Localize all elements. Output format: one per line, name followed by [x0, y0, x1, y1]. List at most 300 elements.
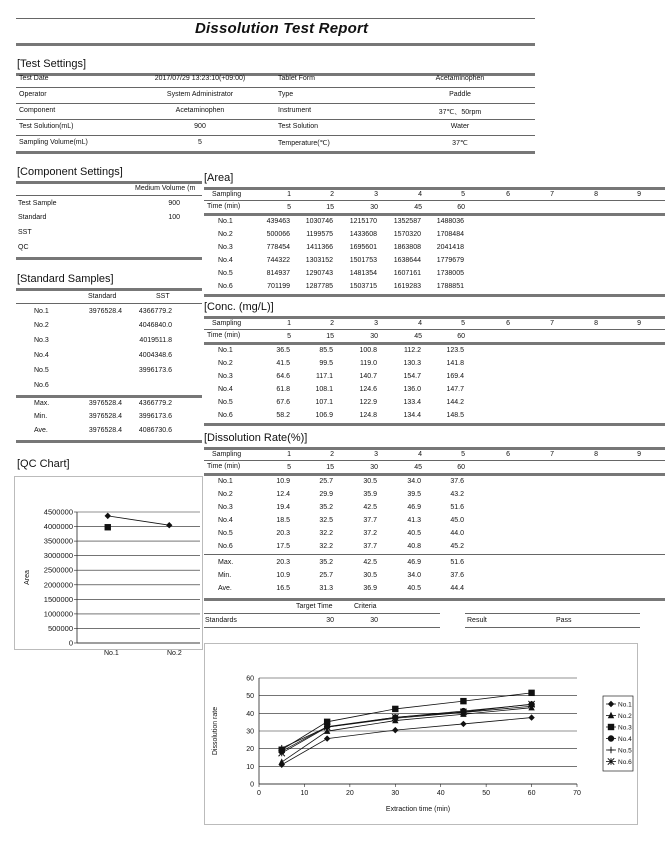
standard-stat-std: 3976528.4 — [88, 427, 122, 434]
area-cell: 778454 — [266, 244, 290, 251]
dissolution-x-tick-label: 70 — [573, 790, 581, 797]
title-bottom-rule — [16, 43, 535, 46]
test-setting-label: Type — [278, 91, 294, 98]
sst-col-header: SST — [156, 293, 170, 300]
area-cell: 1570320 — [393, 231, 421, 238]
test-setting-value: Acetaminophen — [175, 107, 225, 114]
conc-cell: 130.3 — [403, 360, 421, 367]
table-rule — [204, 554, 665, 555]
conc-cell: 99.5 — [319, 360, 333, 367]
conc-cell: 140.7 — [359, 373, 377, 380]
rate-cell: 37.6 — [450, 478, 464, 485]
component-row-name: SST — [18, 229, 32, 236]
conc-row-name: No.5 — [218, 399, 233, 406]
conc-cell: 61.8 — [276, 386, 290, 393]
result-rule-bottom — [465, 627, 640, 628]
rate-stat-cell: 44.4 — [450, 585, 464, 592]
component-row-value: 900 — [168, 200, 180, 207]
result-rule-top — [465, 613, 640, 614]
standard-rule-top — [16, 288, 202, 291]
conc-cell: 106.9 — [315, 412, 333, 419]
conc-cell: 141.8 — [446, 360, 464, 367]
dissolution-x-axis-label: Extraction time (min) — [385, 806, 451, 813]
area-cell: 1352587 — [393, 218, 421, 225]
conc-sampling-5: 5 — [461, 320, 465, 327]
conc-cell: 108.1 — [315, 386, 333, 393]
qc-y-axis-label: Area — [24, 570, 31, 585]
rate-cell: 42.5 — [363, 504, 377, 511]
conc-sampling-4: 4 — [418, 320, 422, 327]
rate-stat-cell: 46.9 — [407, 559, 421, 566]
rate-cell: 43.2 — [450, 491, 464, 498]
area-cell: 2041418 — [436, 244, 464, 251]
criteria-rule-top — [204, 613, 440, 614]
rate-stat-cell: 25.7 — [319, 572, 333, 579]
area-row-name: No.1 — [218, 218, 233, 225]
area-sampling-label: Sampling — [212, 191, 242, 198]
rate-cell: 40.8 — [407, 543, 421, 550]
rate-cell: 40.5 — [407, 530, 421, 537]
conc-cell: 169.4 — [446, 373, 464, 380]
dissolution-y-tick-label: 0 — [250, 781, 254, 789]
rate-sampling-4: 4 — [418, 451, 422, 458]
area-cell: 1619283 — [393, 283, 421, 290]
area-cell: 1199575 — [306, 231, 333, 238]
area-cell: 1290743 — [305, 270, 333, 277]
result-value: Pass — [556, 617, 572, 624]
rate-cell: 35.9 — [363, 491, 377, 498]
area-cell: 1030746 — [305, 218, 333, 225]
qc-y-tick-label: 0 — [68, 638, 73, 648]
qc-y-tick-label: 1500000 — [43, 594, 73, 604]
qc-point — [166, 522, 172, 528]
conc-row-name: No.1 — [218, 347, 233, 354]
standard-row-sst: 3996173.6 — [138, 367, 172, 374]
dissolution-point — [324, 735, 330, 741]
rate-cell: 44.0 — [450, 530, 464, 537]
conc-cell: 133.4 — [403, 399, 421, 406]
area-sampling-9: 9 — [637, 191, 641, 198]
standard-stat-name: Ave. — [34, 427, 48, 434]
area-cell: 1215170 — [349, 218, 377, 225]
conc-cell: 100.8 — [359, 347, 377, 354]
rate-cell: 51.6 — [450, 504, 464, 511]
rate-cell: 29.9 — [319, 491, 333, 498]
test-setting-value: Acetaminophen — [435, 75, 485, 82]
dissolution-y-tick-label: 10 — [246, 763, 254, 771]
test-setting-value: Paddle — [449, 91, 471, 98]
area-cell: 1411366 — [306, 244, 333, 251]
component-row-name: Test Sample — [18, 200, 57, 207]
conc-time-1: 5 — [287, 333, 291, 340]
standard-rule-mid — [16, 303, 202, 304]
rate-stat-name: Max. — [218, 559, 234, 566]
area-cell: 1708484 — [436, 231, 464, 238]
conc-cell: 136.0 — [403, 386, 421, 393]
legend-label: No.3 — [618, 724, 632, 732]
rate-cell: 34.0 — [407, 478, 421, 485]
table-rule — [204, 200, 665, 201]
qc-x-tick-1: No.1 — [104, 650, 119, 657]
area-cell: 1638644 — [393, 257, 421, 264]
area-cell: 1303152 — [305, 257, 333, 264]
component-rule-mid — [16, 195, 202, 196]
rate-stat-cell: 35.2 — [319, 559, 333, 566]
dissolution-y-axis-label: Dissolution rate — [212, 706, 219, 756]
criteria-value: 30 — [370, 617, 378, 624]
conc-time-label: Time (min) — [207, 332, 241, 339]
test-settings-heading: [Test Settings] — [17, 58, 87, 70]
rate-sampling-label: Sampling — [212, 451, 242, 458]
conc-time-3: 30 — [370, 333, 378, 340]
conc-cell: 134.4 — [403, 412, 421, 419]
test-setting-label: Sampling Volume(mL) — [19, 139, 88, 146]
table-rule — [16, 395, 202, 398]
table-rule — [204, 213, 665, 216]
area-sampling-8: 8 — [594, 191, 598, 198]
legend-label: No.1 — [618, 701, 632, 709]
area-cell: 1501753 — [349, 257, 377, 264]
rate-cell: 39.5 — [407, 491, 421, 498]
dissolution-y-tick-label: 60 — [246, 675, 254, 683]
test-setting-label: Test Solution — [278, 123, 319, 130]
component-row-value: 100 — [168, 214, 180, 221]
rate-cell: 45.2 — [450, 543, 464, 550]
standard-stat-sst: 4366779.2 — [138, 400, 172, 407]
conc-cell: 36.5 — [276, 347, 290, 354]
qc-y-tick-label: 4000000 — [43, 522, 73, 532]
dissolution-chart — [205, 644, 637, 824]
standard-samples-heading: [Standard Samples] — [17, 273, 114, 285]
rate-stat-cell: 30.5 — [363, 572, 377, 579]
rate-cell: 20.3 — [276, 530, 290, 537]
qc-y-tick-label: 500000 — [47, 623, 73, 633]
conc-cell: 112.2 — [404, 347, 421, 354]
rate-sampling-3: 3 — [374, 451, 378, 458]
test-setting-label: Test Date — [19, 75, 49, 82]
rate-stat-name: Min. — [218, 572, 232, 579]
conc-sampling-7: 7 — [550, 320, 554, 327]
area-cell: 744322 — [266, 257, 290, 264]
qc-y-tick-label: 1000000 — [43, 609, 73, 619]
test-setting-value: 5 — [198, 139, 202, 146]
dissolution-x-tick-label: 50 — [482, 790, 491, 797]
table-rule — [16, 103, 535, 104]
test-setting-label: Component — [19, 107, 56, 114]
title-top-rule — [16, 18, 535, 19]
rate-row-name: No.4 — [218, 517, 233, 524]
rate-cell: 46.9 — [407, 504, 421, 511]
rate-sampling-5: 5 — [461, 451, 465, 458]
table-rule — [204, 447, 665, 450]
rate-row-name: No.2 — [218, 491, 233, 498]
rate-stat-cell: 40.5 — [407, 585, 421, 592]
area-cell: 814937 — [266, 270, 290, 277]
legend-label: No.5 — [618, 747, 632, 755]
qc-y-tick-label: 2500000 — [43, 565, 73, 575]
area-cell: 439463 — [266, 218, 290, 225]
conc-sampling-1: 1 — [287, 320, 291, 327]
dissolution-series-line — [282, 718, 532, 765]
rate-sampling-6: 6 — [506, 451, 510, 458]
standard-row-name: No.4 — [34, 352, 49, 359]
rate-sampling-8: 8 — [594, 451, 598, 458]
rate-cell: 37.7 — [363, 517, 377, 524]
area-cell: 500066 — [266, 231, 290, 238]
criteria-label: Criteria — [354, 603, 377, 610]
area-cell: 1481354 — [349, 270, 377, 277]
target-time-label: Target Time — [296, 603, 333, 610]
rate-row-name: No.5 — [218, 530, 233, 537]
dissolution-point — [279, 758, 285, 764]
rate-cell: 32.2 — [319, 543, 333, 550]
area-cell: 1503715 — [349, 283, 377, 290]
standard-row-std: 3976528.4 — [88, 308, 122, 315]
area-cell: 1738005 — [436, 270, 464, 277]
standard-col-header: Standard — [88, 293, 117, 300]
area-time-2: 15 — [326, 204, 334, 211]
table-rule — [16, 151, 535, 154]
test-setting-label: Tablet Form — [278, 75, 315, 82]
rate-row-name: No.3 — [218, 504, 233, 511]
area-heading: [Area] — [204, 172, 234, 184]
standard-row-name: No.2 — [34, 322, 49, 329]
table-rule — [16, 135, 535, 136]
conc-sampling-8: 8 — [594, 320, 598, 327]
rate-stat-cell: 42.5 — [363, 559, 377, 566]
standard-row-sst: 4004348.6 — [138, 352, 172, 359]
table-rule — [204, 187, 665, 190]
test-setting-label: Instrument — [278, 107, 312, 114]
rate-cell: 32.2 — [319, 530, 333, 537]
conc-cell: 147.7 — [446, 386, 464, 393]
rate-cell: 10.9 — [276, 478, 290, 485]
standard-row-sst: 4366779.2 — [138, 308, 172, 315]
test-setting-value: Water — [450, 123, 470, 130]
dissolution-y-tick-label: 20 — [246, 746, 254, 754]
rate-time-4: 45 — [414, 464, 422, 471]
area-time-4: 45 — [414, 204, 422, 211]
qc-point — [105, 524, 111, 530]
area-row-name: No.6 — [218, 283, 233, 290]
dissolution-series-line — [282, 706, 532, 748]
qc-y-tick-label: 3500000 — [43, 536, 73, 546]
table-rule — [204, 316, 665, 319]
standard-stat-std: 3976528.4 — [88, 413, 122, 420]
conc-cell: 64.6 — [276, 373, 290, 380]
table-rule — [204, 423, 665, 426]
rate-sampling-9: 9 — [637, 451, 641, 458]
standard-stat-std: 3976528.4 — [88, 400, 122, 407]
rate-sampling-1: 1 — [287, 451, 291, 458]
area-cell: 1788851 — [436, 283, 464, 290]
rate-row-name: No.6 — [218, 543, 233, 550]
dissolution-point — [528, 714, 534, 720]
legend-label: No.2 — [618, 713, 632, 720]
dissolution-y-tick-label: 50 — [246, 693, 254, 701]
rate-time-5: 60 — [457, 464, 465, 471]
conc-cell: 117.1 — [316, 373, 333, 380]
rate-sampling-7: 7 — [550, 451, 554, 458]
dissolution-x-tick-label: 60 — [527, 790, 536, 797]
standard-row-name: No.3 — [34, 337, 49, 344]
test-setting-label: Test Solution(mL) — [19, 123, 74, 130]
conc-cell: 58.2 — [276, 412, 290, 419]
rate-cell: 35.2 — [319, 504, 333, 511]
legend-label: No.4 — [618, 736, 632, 743]
rate-stat-cell: 20.3 — [276, 559, 290, 566]
conc-cell: 85.5 — [319, 347, 333, 354]
component-col-header: Medium Volume (m — [135, 185, 196, 192]
test-setting-value: 37℃ — [452, 140, 468, 147]
standard-row-sst: 4046840.0 — [138, 322, 172, 329]
test-setting-value: 2017/07/29 13:23:10(+09:00) — [154, 75, 246, 82]
table-rule — [204, 342, 665, 345]
area-time-1: 5 — [287, 204, 291, 211]
conc-row-name: No.3 — [218, 373, 233, 380]
rate-cell: 37.7 — [363, 543, 377, 550]
qc-series-line — [108, 516, 170, 525]
dissolution-x-tick-label: 30 — [391, 790, 400, 797]
test-setting-value: System Administrator — [166, 91, 234, 98]
conc-sampling-label: Sampling — [212, 320, 242, 327]
conc-cell: 144.2 — [446, 399, 464, 406]
area-row-name: No.4 — [218, 257, 233, 264]
dissolution-series-line — [282, 708, 532, 762]
conc-sampling-3: 3 — [374, 320, 378, 327]
area-time-label: Time (min) — [207, 203, 241, 210]
report-title: Dissolution Test Report — [195, 20, 369, 37]
rate-cell: 32.5 — [319, 517, 333, 524]
target-time-value: 30 — [326, 617, 334, 624]
area-sampling-3: 3 — [374, 191, 378, 198]
area-cell: 1607161 — [393, 270, 421, 277]
standard-stat-name: Min. — [34, 413, 48, 420]
rate-time-1: 5 — [287, 464, 291, 471]
standard-row-name: No.5 — [34, 367, 49, 374]
conc-cell: 154.7 — [403, 373, 421, 380]
standard-stat-sst: 4086730.6 — [138, 427, 172, 434]
dissolution-point — [392, 727, 398, 733]
standards-label: Standards — [205, 617, 237, 624]
standard-row-name: No.1 — [34, 308, 49, 315]
area-cell: 1695601 — [349, 244, 377, 251]
rate-stat-cell: 51.6 — [450, 559, 464, 566]
component-row-name: QC — [18, 244, 29, 251]
test-setting-label: Temperature(℃) — [278, 140, 330, 147]
component-settings-heading: [Component Settings] — [17, 166, 123, 178]
table-rule — [16, 440, 202, 443]
conc-sampling-2: 2 — [330, 320, 334, 327]
area-row-name: No.2 — [218, 231, 233, 238]
area-cell: 1488036 — [436, 218, 464, 225]
rate-stat-name: Ave. — [218, 585, 232, 592]
conc-cell: 41.5 — [276, 360, 290, 367]
component-rule-top — [16, 181, 202, 184]
table-rule — [204, 460, 665, 461]
rate-row-name: No.1 — [218, 478, 233, 485]
component-rule-bottom — [16, 257, 202, 260]
qc-point — [105, 513, 111, 519]
rate-cell: 19.4 — [276, 504, 290, 511]
test-setting-value: 900 — [194, 123, 206, 130]
table-rule — [204, 329, 665, 330]
conc-time-2: 15 — [326, 333, 334, 340]
area-cell: 1433608 — [349, 231, 377, 238]
conc-cell: 124.6 — [359, 386, 377, 393]
area-sampling-7: 7 — [550, 191, 554, 198]
conc-time-5: 60 — [457, 333, 465, 340]
qc-y-tick-label: 4500000 — [43, 507, 73, 517]
rate-cell: 17.5 — [276, 543, 290, 550]
table-rule — [204, 294, 665, 297]
area-time-3: 30 — [370, 204, 378, 211]
dissolution-point — [528, 690, 534, 696]
rate-stat-cell: 37.6 — [450, 572, 464, 579]
table-rule — [16, 119, 535, 120]
rate-stat-cell: 10.9 — [276, 572, 290, 579]
standard-stat-name: Max. — [34, 400, 50, 407]
conc-heading: [Conc. (mg/L)] — [204, 301, 274, 313]
qc-y-tick-label: 2000000 — [43, 580, 73, 590]
rate-time-3: 30 — [370, 464, 378, 471]
dissolution-x-tick-label: 10 — [300, 790, 309, 797]
test-setting-value: 37℃、50rpm — [438, 109, 482, 116]
dissolution-x-tick-label: 40 — [436, 790, 445, 797]
dissolution-chart-frame — [204, 643, 638, 825]
dissolution-point — [460, 721, 466, 727]
conc-cell: 124.8 — [359, 412, 377, 419]
rate-cell: 18.5 — [276, 517, 290, 524]
rate-cell: 41.3 — [407, 517, 421, 524]
dissolution-point — [460, 698, 466, 704]
standard-row-name: No.6 — [34, 382, 49, 389]
conc-cell: 67.6 — [276, 399, 290, 406]
conc-cell: 107.1 — [315, 399, 333, 406]
area-sampling-1: 1 — [287, 191, 291, 198]
conc-row-name: No.6 — [218, 412, 233, 419]
area-cell: 1779679 — [436, 257, 464, 264]
dissolution-y-tick-label: 40 — [246, 710, 254, 718]
standard-row-sst: 4019511.8 — [139, 337, 172, 344]
rate-stat-cell: 16.5 — [276, 585, 290, 592]
legend-label: No.6 — [618, 759, 632, 766]
area-row-name: No.5 — [218, 270, 233, 277]
result-label: Result — [467, 617, 487, 624]
qc-chart-frame — [14, 476, 203, 650]
dissolution-point — [392, 706, 398, 712]
conc-cell: 122.9 — [359, 399, 377, 406]
qc-chart — [15, 477, 202, 649]
area-cell: 1287785 — [305, 283, 333, 290]
dissolution-x-tick-label: 0 — [257, 790, 261, 797]
conc-sampling-6: 6 — [506, 320, 510, 327]
rate-heading: [Dissolution Rate(%)] — [204, 432, 308, 444]
rate-time-2: 15 — [326, 464, 334, 471]
legend-marker — [608, 724, 614, 730]
rate-cell: 37.2 — [363, 530, 377, 537]
rate-sampling-2: 2 — [330, 451, 334, 458]
rate-cell: 30.5 — [363, 478, 377, 485]
area-sampling-6: 6 — [506, 191, 510, 198]
area-sampling-5: 5 — [461, 191, 465, 198]
area-sampling-2: 2 — [330, 191, 334, 198]
rate-cell: 45.0 — [450, 517, 464, 524]
table-rule — [204, 598, 665, 601]
dissolution-y-tick-label: 30 — [246, 728, 254, 736]
rate-time-label: Time (min) — [207, 463, 241, 470]
conc-time-4: 45 — [414, 333, 422, 340]
